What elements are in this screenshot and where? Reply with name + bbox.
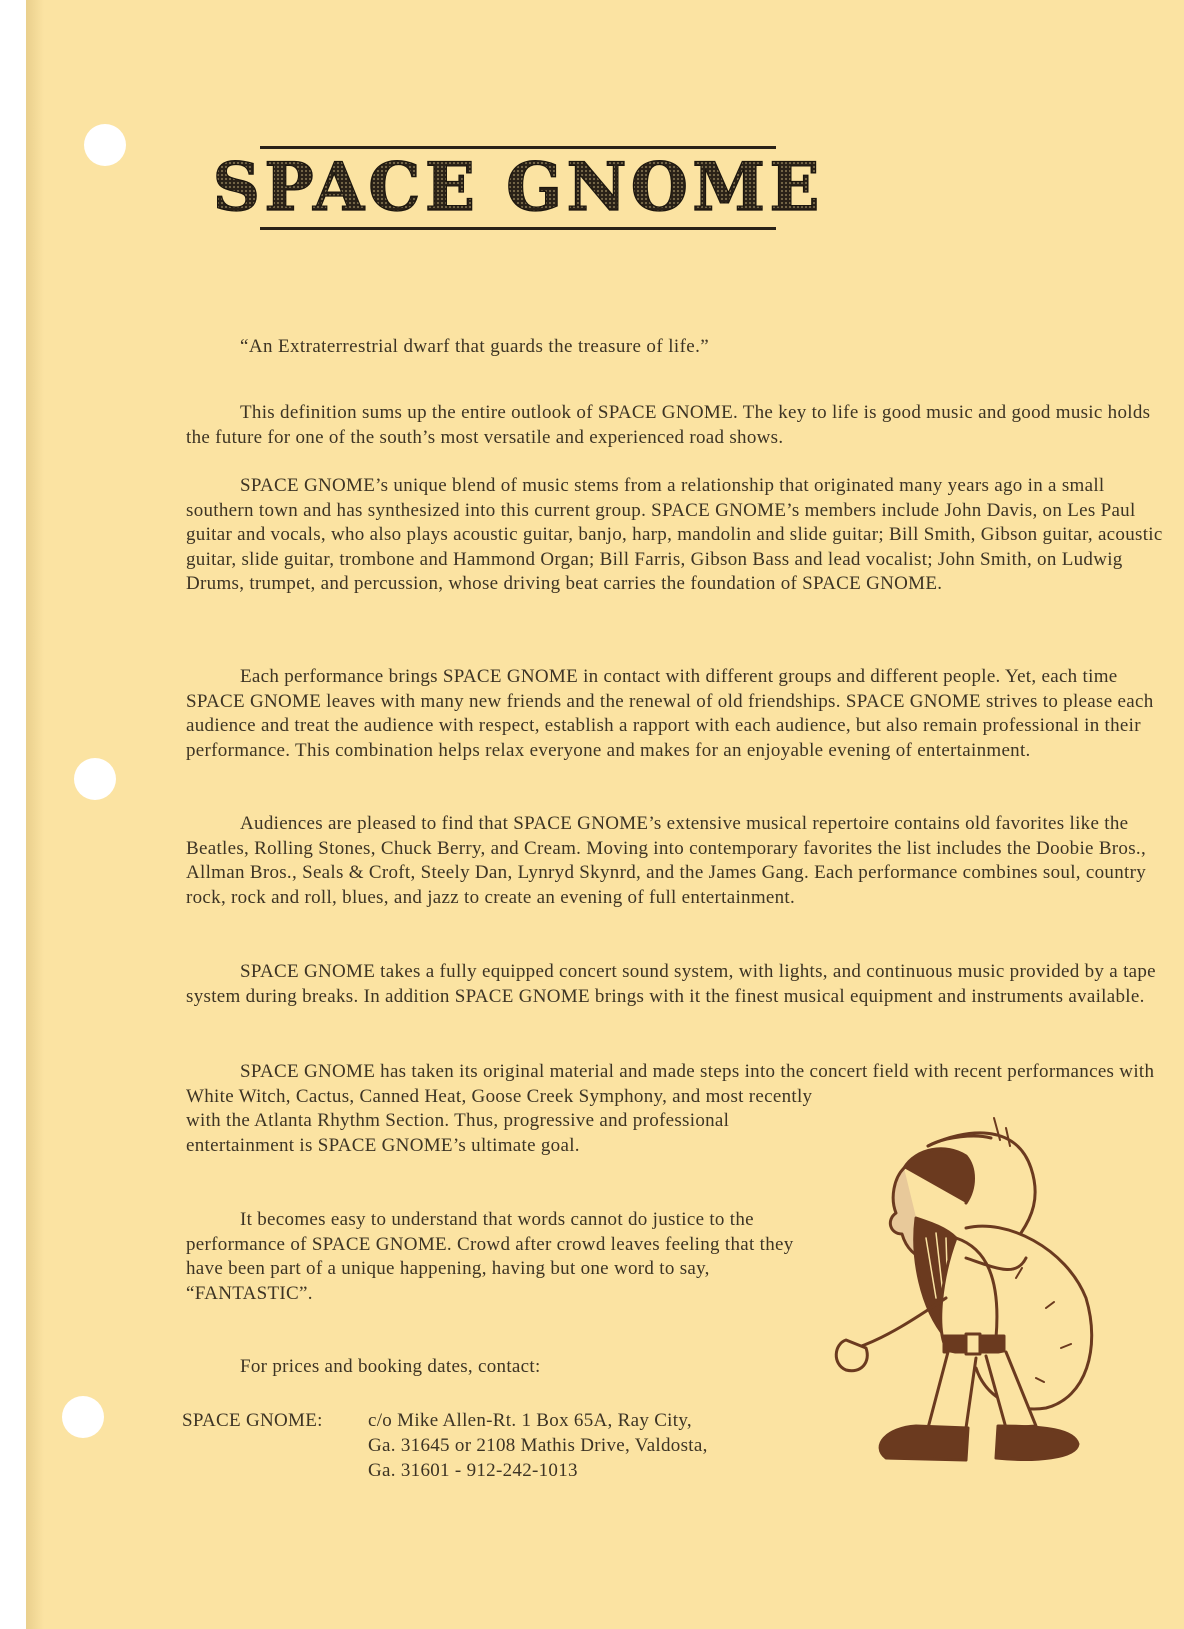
gnome-illustration — [816, 1108, 1106, 1488]
flyer-page — [26, 0, 1184, 1629]
tagline-quote: “An Extraterrestrial dwarf that guards the treasure of life.” — [240, 336, 710, 357]
paragraph-text: SPACE GNOME takes a fully equipped concert sound system, with lights, and continuous music provided by a tape system during breaks. In addition SPACE GNOME brings with it the finest musical equipment and instruments available. — [186, 961, 1156, 1007]
contact-address — [368, 1408, 708, 1483]
paragraph-text: with the Atlanta Rhythm Section. Thus, progressive and professional entertainment is SPACE GNOME’s ultimate goal. — [186, 1110, 730, 1156]
paragraph-concerts-continued — [186, 1109, 756, 1158]
paragraph-definition — [186, 401, 1176, 450]
paragraph-performance — [186, 665, 1176, 763]
title-logo — [212, 146, 824, 230]
title-logo-art — [212, 148, 824, 226]
paragraph-text: Each performance brings SPACE GNOME in contact with different groups and different people. Yet, each time SPACE GNOME leaves with many new friends and the renewal of old friendships. SPACE GNOME strives to please each audience and treat the audience with respect, establish a rapport with each audience, but also remain professional in their performance. This combination helps relax everyone and makes for an enjoyable evening of entertainment. — [186, 666, 1154, 761]
paragraph-text: It becomes easy to understand that words cannot do justice to the performance of SPACE GNOME. Crowd after crowd leaves feeling that they have been part of a unique happening, having but one word to say, “FANTASTIC”. — [186, 1209, 794, 1304]
paragraph-fantastic — [186, 1208, 826, 1306]
contact-label: For prices and booking dates, contact: — [240, 1356, 541, 1377]
address-line: c/o Mike Allen-Rt. 1 Box 65A, Ray City, — [368, 1410, 692, 1431]
contact-block — [182, 1408, 708, 1483]
contact-name: SPACE GNOME: — [182, 1410, 323, 1431]
paragraph-members — [186, 474, 1176, 597]
punch-hole-bottom — [62, 1396, 104, 1438]
paragraph-repertoire — [186, 812, 1176, 910]
punch-hole-middle — [74, 758, 116, 800]
address-line: Ga. 31601 - 912-242-1013 — [368, 1460, 578, 1481]
title-text: SPACE GNOME — [212, 148, 824, 226]
address-line: Ga. 31645 or 2108 Mathis Drive, Valdosta, — [368, 1435, 708, 1456]
punch-hole-top — [84, 124, 126, 166]
paragraph-text: SPACE GNOME has taken its original material and made steps into the concert field with recent performances with White Witch, Cactus, Canned Heat, Goose Creek Symphony, and most recently — [186, 1061, 1155, 1107]
paragraph-text: SPACE GNOME’s unique blend of music stems from a relationship that originated many years ago in a small southern town and has synthesized into this current group. SPACE GNOME’s members include John Davis, on Les Paul guitar and vocals, who also plays acoustic guitar, banjo, harp, mandolin and slide guitar; Bill Smith, Gibson guitar, acoustic guitar, slide guitar, trombone and Hammond Organ; Bill Farris, Gibson Bass and lead vocalist; John Smith, on Ludwig Drums, trumpet, and percussion, whose driving beat carries the foundation of SPACE GNOME. — [186, 475, 1163, 594]
page-edge-shadow — [26, 0, 44, 1629]
paragraph-concerts — [186, 1060, 1176, 1109]
paragraph-sound-system — [186, 960, 1176, 1009]
paragraph-text: This definition sums up the entire outlook of SPACE GNOME. The key to life is good music and good music holds the future for one of the south’s most versatile and experienced road shows. — [186, 402, 1151, 448]
paragraph-text: Audiences are pleased to find that SPACE GNOME’s extensive musical repertoire contains old favorites like the Beatles, Rolling Stones, Chuck Berry, and Cream. Moving into contemporary favorites the list includes the Doobie Bros., Allman Bros., Seals & Croft, Steely Dan, Lynryd Skynrd, and the James Gang. Each performance combines soul, country rock, rock and roll, blues, and jazz to create an evening of full entertainment. — [186, 813, 1147, 908]
